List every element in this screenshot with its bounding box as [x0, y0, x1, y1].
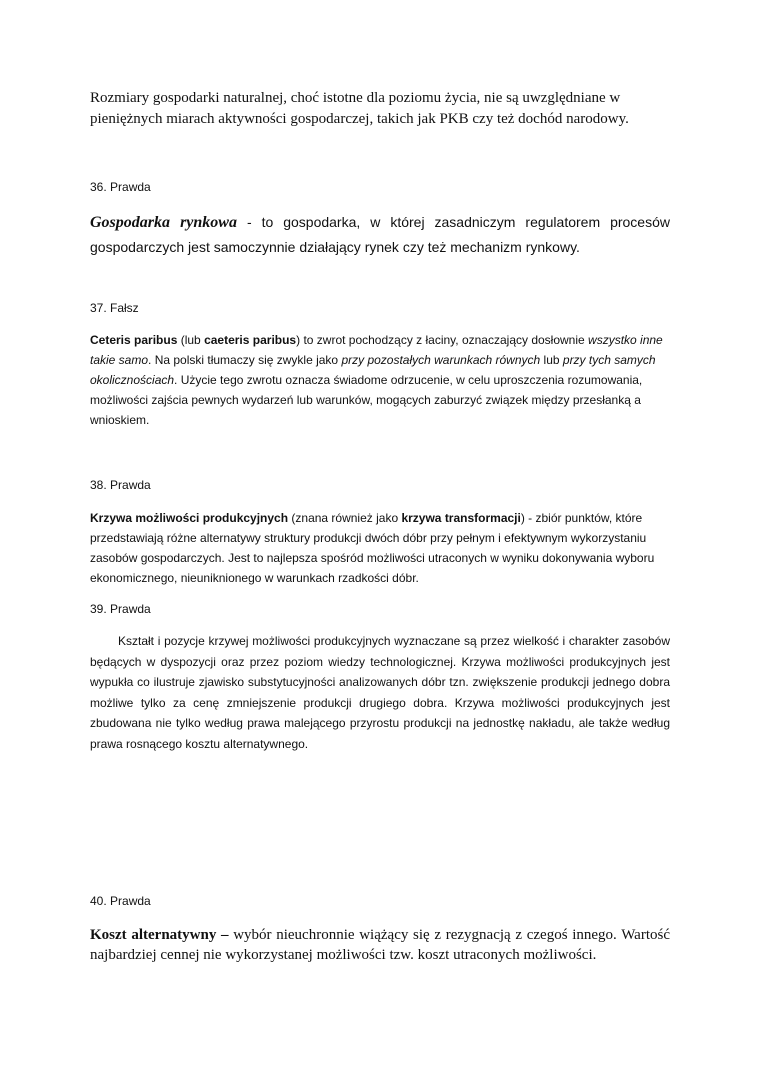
answer-37-text-3: . Na polski tłumaczy się zwykle jako — [148, 353, 342, 367]
answer-38-text-2: ) - zbiór punktów, które przedstawiają różne alternatywy struktury produkcji dwóch dóbr przy pełnym i efektywnym wykorzystaniu zasobów gospodarczych. Jest to najlepsza spośród możliwości utraconych w wyniku dokonywania wyboru ekonomicznego, nieuniknionego w warunkach rzadkości dóbr. — [90, 511, 655, 585]
answer-37-text-2: ) to zwrot pochodzący z łaciny, oznaczający dosłownie — [296, 333, 589, 347]
intro-paragraph — [90, 88, 670, 130]
answer-37-heading: 37. Fałsz — [90, 301, 139, 315]
answer-37-text-4: lub — [540, 353, 563, 367]
answer-39-paragraph: Kształt i pozycje krzywej możliwości produkcyjnych wyznaczane są przez wielkość i charakter zasobów będących w dyspozycji oraz przez poziom wiedzy technologicznej. Krzywa możliwości produkcyjnych jest wypukła co ilustruje zjawisko substytucyjności analizowanych dóbr tzn. zwiększenie produkcji jednego dobra możliwe tylko za cenę zmniejszenie produkcji drugiego dobra. Krzywa możliwości produkcyjnych jest zbudowana nie tylko według prawa malejącego przyrostu produkcji na jednostkę nakładu, ale także według prawa rosnącego kosztu alternatywnego. — [90, 634, 670, 751]
italic-przy-pozostalych: przy pozostałych warunkach równych — [341, 353, 541, 367]
italic-wszystko-inne: wszystko inne takie samo — [90, 333, 663, 367]
term-koszt-alternatywny: Koszt alternatywny – — [90, 927, 229, 943]
answer-39-heading: 39. Prawda — [90, 602, 151, 616]
answer-40-paragraph — [90, 925, 670, 965]
term-gospodarka-rynkowa: Gospodarka rynkowa — [90, 214, 237, 231]
term-krzywa-transformacji: krzywa transformacji — [401, 511, 521, 525]
italic-przy-tych-samych: przy tych samych okolicznościach — [90, 353, 656, 387]
answer-36-heading: 36. Prawda — [90, 180, 151, 194]
term-ceteris-paribus: Ceteris paribus — [90, 333, 178, 347]
answer-38-text-1: (znana również jako — [288, 511, 402, 525]
answer-40-text: wybór nieuchronnie wiążący się z rezygnacją z czegoś innego. Wartość najbardziej cennej nie wykorzystanej możliwości tzw. koszt utraconych możliwości. — [90, 927, 670, 963]
term-krzywa-mozliwosci: Krzywa możliwości produkcyjnych — [90, 511, 289, 525]
answer-37-paragraph — [90, 330, 670, 430]
answer-37-text-5: . Użycie tego zwrotu oznacza świadome odrzucenie, w celu uproszczenia rozumowania, możliwości zajścia pewnych wydarzeń lub warunków, mogących zaburzyć związek między przesłanką a wnioskiem. — [90, 373, 643, 427]
term-caeteris-paribus: caeteris paribus — [204, 333, 297, 347]
answer-40-heading: 40. Prawda — [90, 894, 151, 908]
answer-36-text: - to gospodarka, w której zasadniczym regulatorem procesów gospodarczych jest samoczynnie działający rynek czy też mechanizm rynkowy. — [90, 214, 670, 255]
answer-37-text-1: (lub — [177, 333, 205, 347]
answer-38-paragraph — [90, 508, 670, 588]
intro-text: Rozmiary gospodarki naturalnej, choć istotne dla poziomu życia, nie są uwzględniane w pieniężnych miarach aktywności gospodarczej, takich jak PKB czy też dochód narodowy. — [90, 90, 629, 127]
answer-36-paragraph — [90, 210, 670, 259]
answer-38-heading: 38. Prawda — [90, 478, 151, 492]
